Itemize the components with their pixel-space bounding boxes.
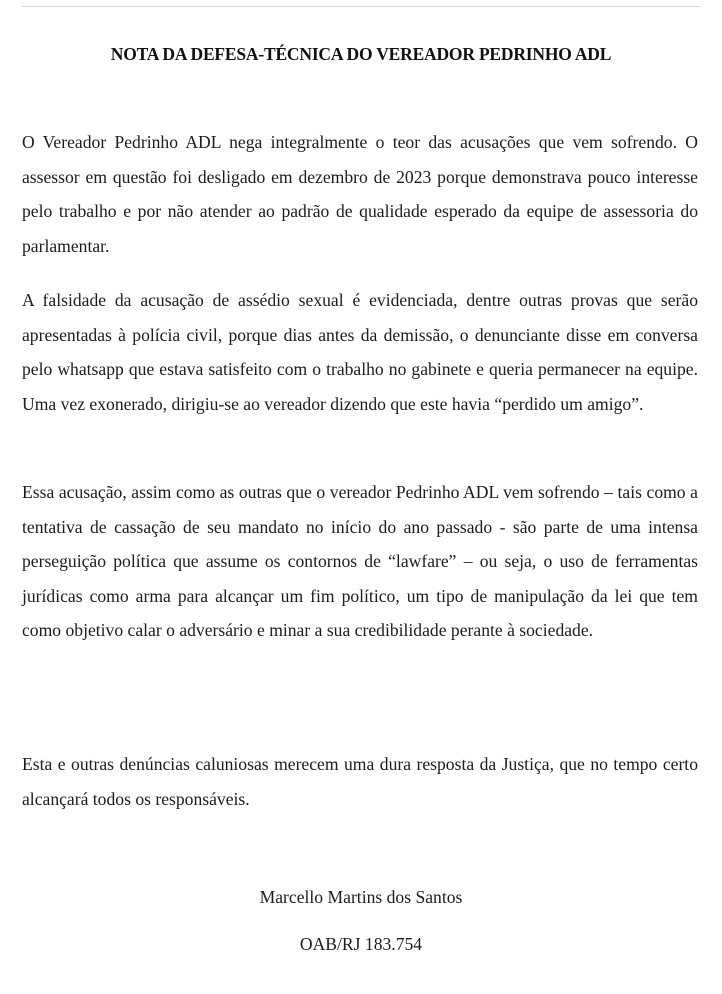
- paragraph-3: Essa acusação, assim como as outras que o vereador Pedrinho ADL vem sofrendo – tais como a tentativa de cassação de seu mandato no início do ano passado - são parte de uma intensa perseguição política que assume os contornos de “lawfare” – ou seja, o uso de ferramentas jurídicas como arma para alcançar um fim político, um tipo de manipulação da lei que tem como objetivo calar o adversário e minar a sua credibilidade perante à sociedade.: [22, 482, 698, 640]
- document-title: NOTA DA DEFESA-TÉCNICA DO VEREADOR PEDRINHO ADL: [110, 44, 612, 64]
- top-divider: [22, 6, 700, 7]
- paragraph-1: O Vereador Pedrinho ADL nega integralmente o teor das acusações que vem sofrendo. O assessor em questão foi desligado em dezembro de 2023 porque demonstrava pouco interesse pelo trabalho e por não atender ao padrão de qualidade esperado da equipe de assessoria do parlamentar.: [22, 132, 698, 256]
- paragraph-2: A falsidade da acusação de assédio sexual é evidenciada, dentre outras provas que serão apresentadas à polícia civil, porque dias antes da demissão, o denunciante disse em conversa pelo whatsapp que estava satisfeito com o trabalho no gabinete e queria permanecer na equipe. Uma vez exonerado, dirigiu-se ao vereador dizendo que este havia “perdido um amigo”.: [22, 290, 698, 414]
- paragraph-4: Esta e outras denúncias caluniosas merecem uma dura resposta da Justiça, que no tempo certo alcançará todos os responsáveis.: [22, 754, 698, 809]
- signature-name: Marcello Martins dos Santos: [259, 887, 463, 907]
- signature-oab-number: OAB/RJ 183.754: [299, 934, 423, 954]
